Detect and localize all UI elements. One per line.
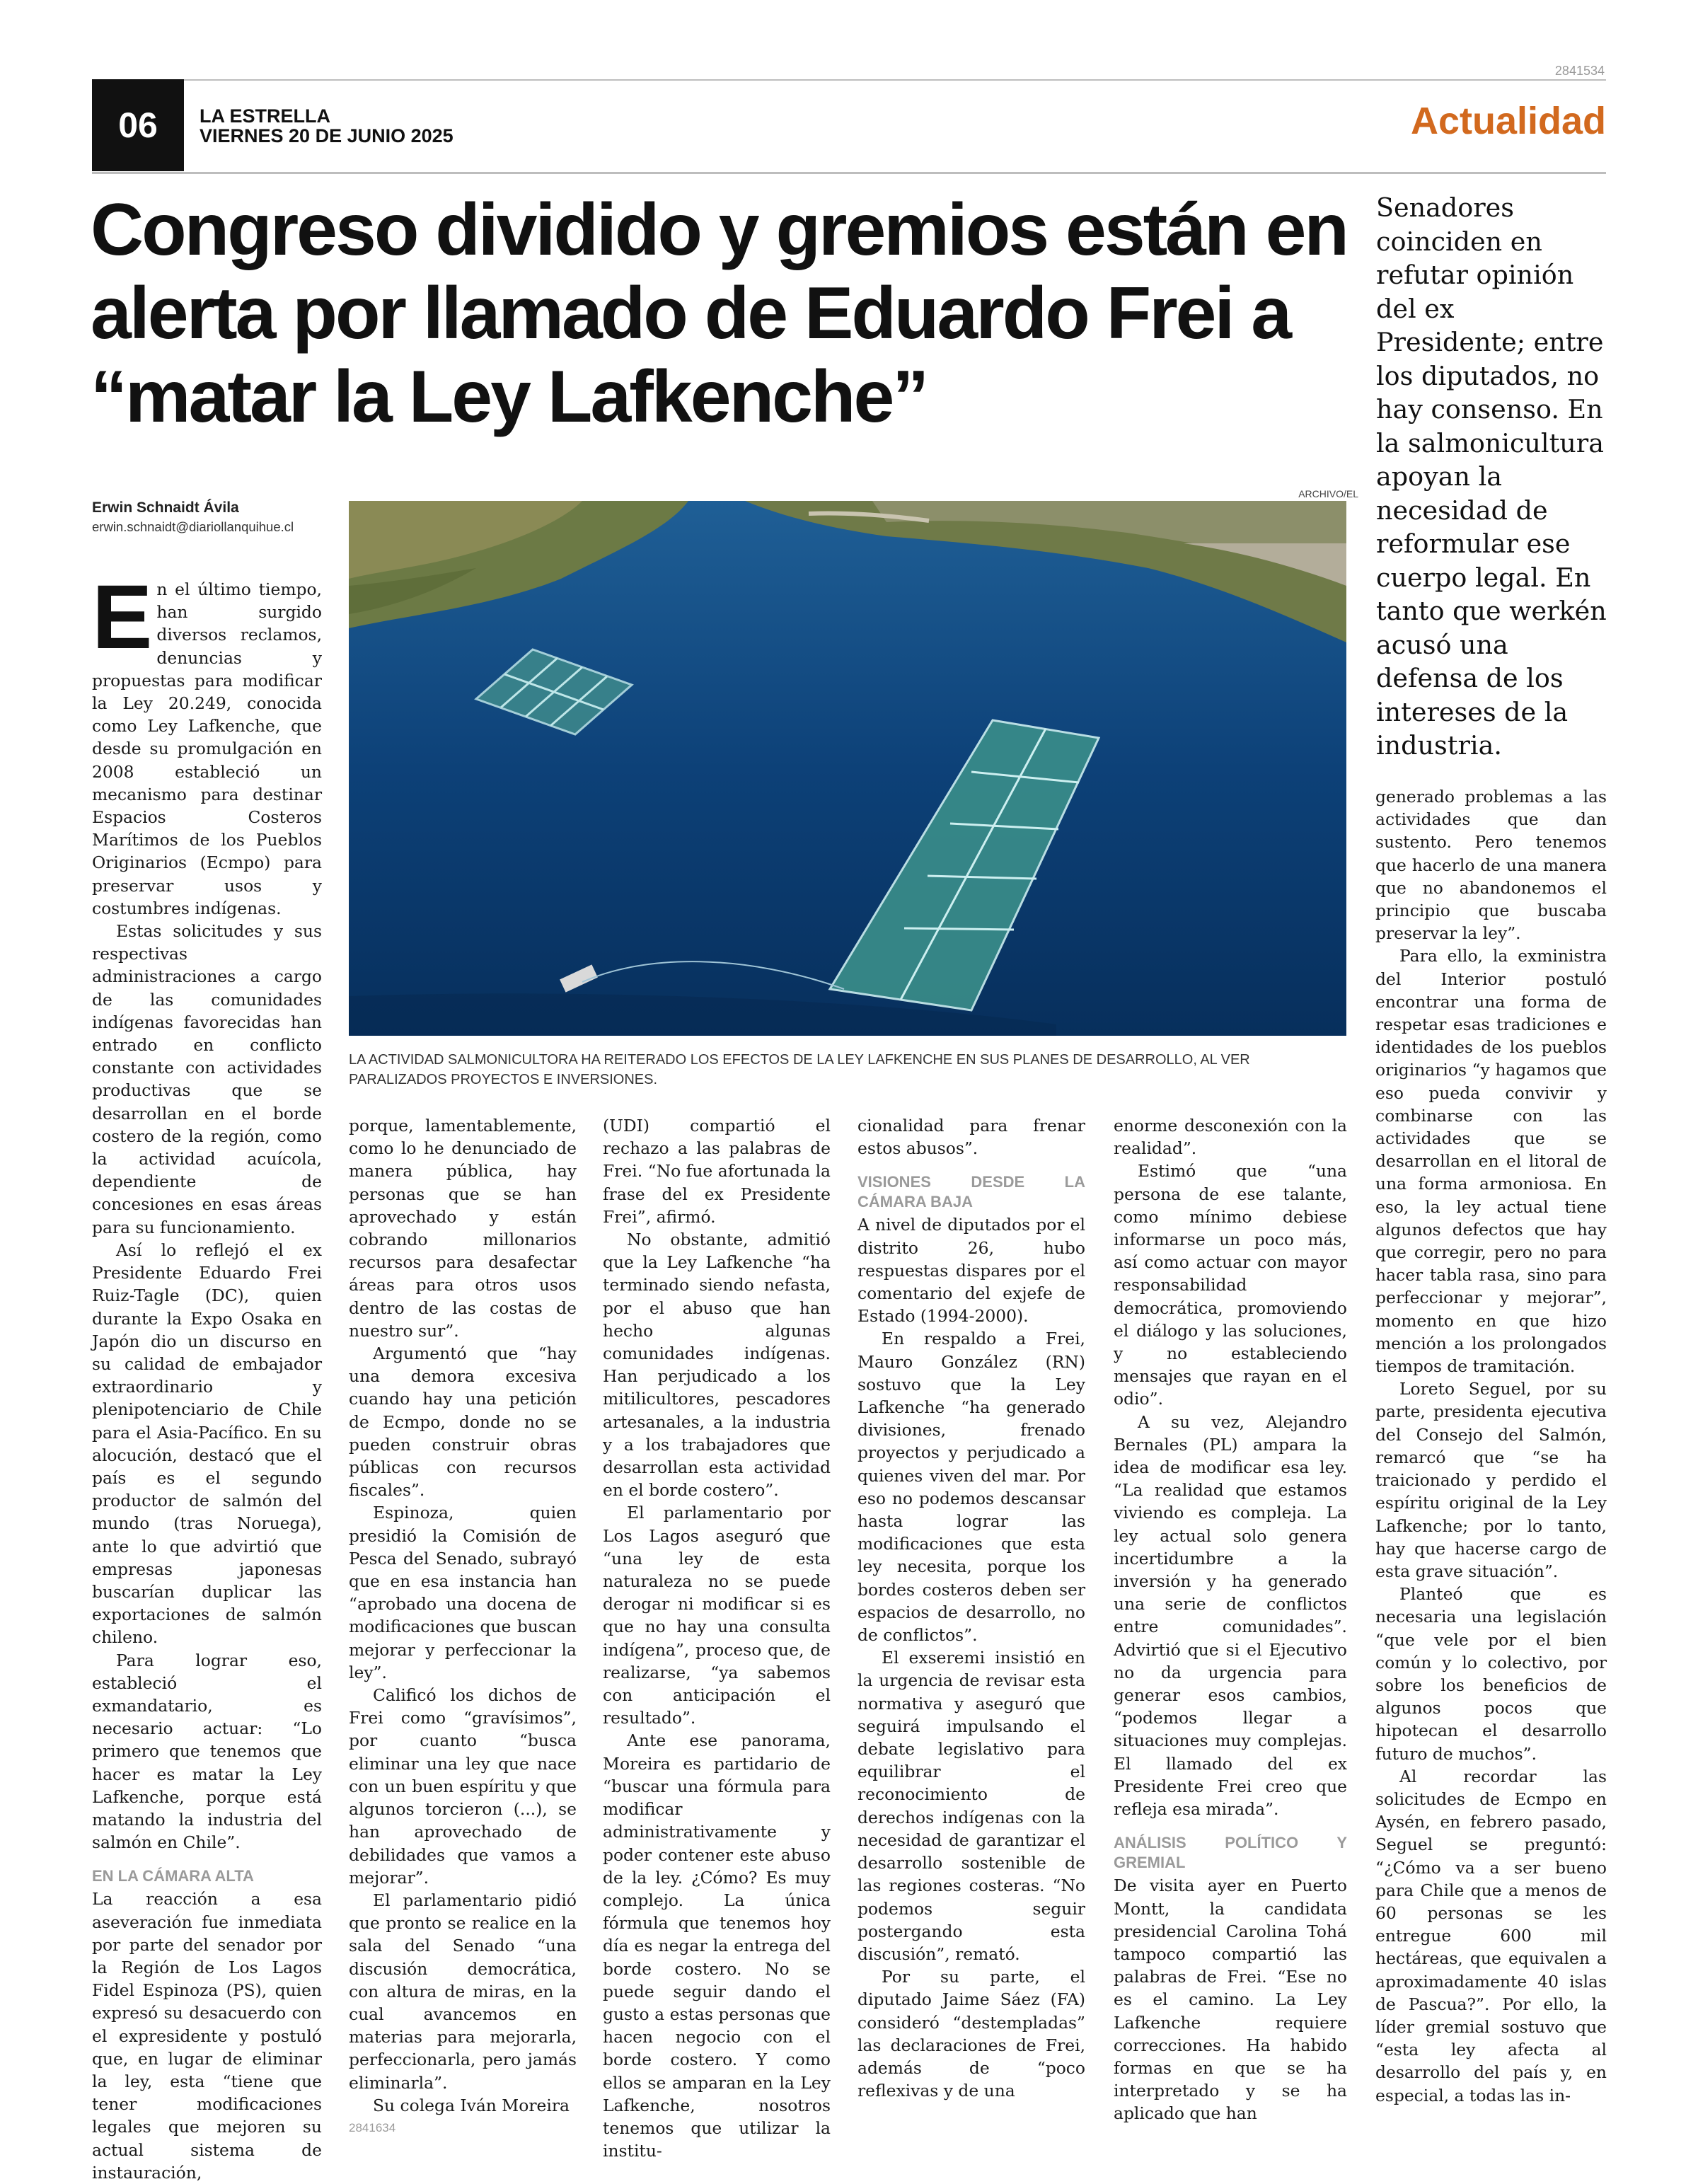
byline — [92, 499, 325, 535]
body-paragraph: Para lograr eso, estableció el exmandatario, es necesario actuar: “Lo primero que tenemos que hacer es matar la Ley Lafkenche, porque está matando la industria del salmón en Chile”. — [92, 1650, 322, 1853]
aerial-bay-illustration — [349, 501, 1346, 1036]
document-id: 2841534 — [1554, 64, 1605, 78]
article-column-1 — [92, 567, 322, 2184]
article-column-3 — [603, 1114, 831, 2162]
body-paragraph: La reacción a esa aseveración fue inmediata por parte del senador por la Región de Los Lagos Fidel Espinoza (PS), quien expresó su desacuerdo con el expresidente y postuló que, en lugar de eliminar la ley, esta “tiene que tener modificaciones legales que mejoren su actual sistema de instauración, — [92, 1889, 322, 2183]
body-paragraph: Calificó los dichos de Frei como “gravísimos”, por cuanto “busca eliminar una ley que nace con un buen espíritu y que algunos torcieron (...), se han aprovechado de debilidades que vamos a mejorar”. — [349, 1685, 577, 1888]
lead-paragraph: En el último tiempo, han surgido diversos reclamos, denuncias y propuestas para modificar la Ley 20.249, conocida como Ley Lafkenche, que desde su promulgación en 2008 estableció un mecanismo para destinar Espacios Costeros Marítimos de los Pueblos Originarios (Ecmpo) para preservar usos y costumbres indígenas. — [92, 567, 322, 918]
body-paragraph: (UDI) compartió el rechazo a las palabras de Frei. “No fue afortunada la frase del ex Presidente Frei”, afirmó. — [603, 1116, 831, 1227]
body-paragraph: Loreto Seguel, por su parte, presidenta ejecutiva del Consejo del Salmón, remarcó que “se ha traicionado y perdido el espíritu original de la Ley Lafkenche; por lo tanto, hay que hacerse cargo de esta grave situación”. — [1375, 1379, 1607, 1581]
article-column-2 — [349, 1114, 577, 2139]
body-paragraph: Estas solicitudes y sus respectivas administraciones a cargo de las comunidades indígenas favorecidas han entrado en conflicto constante con actividades productivas que se desarrollan en el borde costero de la región, como la actividad acuícola, dependiente de concesiones en esas áreas para su funcionamiento. — [92, 921, 322, 1237]
newspaper-name: LA ESTRELLA — [200, 105, 330, 127]
author-email: erwin.schnaidt@diariollanquihue.cl — [92, 519, 294, 534]
body-paragraph: Al recordar las solicitudes de Ecmpo en Aysén, en febrero pasado, Seguel se preguntó: “¿Cómo va a ser bueno para Chile que a menos de 60 personas se les entregue 600 mil hectáreas, que equivalen a aproximadamente 40 islas de Pascua?”. Por ello, la líder gremial sostuvo que “esta ley afecta al desarrollo del país y, en especial, a todas las in- — [1375, 1766, 1607, 2105]
salmon-farm-photo — [349, 501, 1346, 1036]
issue-date: VIERNES 20 DE JUNIO 2025 — [200, 125, 454, 146]
body-paragraph: A su vez, Alejandro Bernales (PL) ampara la idea de modificar esa ley. “La realidad que estamos viviendo es compleja. La ley actual solo genera incertidumbre a la inversión y ha generado una serie de conflictos entre comunidades”. Advirtió que si el Ejecutivo no da urgencia para generar esos cambios, “podemos llegar a situaciones muy complejas. El llamado del ex Presidente Frei creo que refleja esa mirada”. — [1114, 1411, 1347, 1820]
body-paragraph: De visita ayer en Puerto Montt, la candidata presidencial Carolina Tohá tampoco compartió las palabras de Frei. “Ese no es el camino. La Ley Lafkenche requiere correcciones. Ha habido formas en que se ha interpretado y se ha aplicado que han — [1114, 1876, 1347, 2124]
headline: Congreso dividido y gremios están en alerta por llamado de Eduardo Frei a “matar la Ley Lafkenche” — [91, 189, 1347, 438]
article-column-6 — [1375, 785, 1607, 2107]
photo-credit: ARCHIVO/EL — [1298, 488, 1358, 499]
watermark: 2841634 — [349, 2120, 396, 2134]
body-paragraph: Para ello, la exministra del Interior postuló encontrar una forma de respetar esas tradiciones e identidades de los pueblos originarios “y hagamos que eso pueda convivir y combinarse con las actividades que se desarrollan en el litoral de una forma armoniosa. En eso, la ley actual tiene algunos defectos que hay que corregir, pero no para hacer tabla rasa, sino para perfeccionar y mejorar”, momento en que hizo mención a los prolongados tiempos de tramitación. — [1375, 946, 1607, 1377]
body-paragraph: Planteó que es necesaria una legislación “que vele por el bien común y lo colectivo, por sobre los beneficios de algunos pocos que hipotecan el desarrollo futuro de muchos”. — [1375, 1584, 1607, 1764]
body-paragraph: No obstante, admitió que la Ley Lafkenche “ha terminado siendo nefasta, por el abuso que han hecho algunas comunidades indígenas. Han perjudicado a los mitilicultores, pescadores artesanales, a la industria y a los trabajadores que desarrollan esta actividad en el borde costero”. — [603, 1230, 831, 1501]
page-number: 06 — [92, 79, 184, 171]
masthead — [200, 106, 454, 146]
article-column-5 — [1114, 1114, 1347, 2125]
subheading: ANÁLISIS POLÍTICO Y GREMIAL — [1114, 1834, 1347, 1872]
photo-caption: LA ACTIVIDAD SALMONICULTORA HA REITERADO LOS EFECTOS DE LA LEY LAFKENCHE EN SUS PLANES DE DESARROLLO, AL VER PARALIZADOS PROYECTOS E INVERSIONES. — [349, 1052, 1250, 1087]
drop-cap: E — [92, 567, 153, 668]
body-paragraph: cionalidad para frenar estos abusos”. — [857, 1116, 1085, 1159]
body-paragraph: Así lo reflejó el ex Presidente Eduardo Frei Ruiz-Tagle (DC), quien durante la Expo Osaka en Japón dio un discurso en su calidad de embajador extraordinario y plenipotenciario de Chile para el Asia-Pacífico. En su alocución, destacó que el país es el segundo productor de salmón del mundo (tras Noruega), ante lo que advirtió que empresas japonesas buscarían duplicar las exportaciones de salmón chileno. — [92, 1240, 322, 1648]
body-paragraph: enorme desconexión con la realidad”. — [1114, 1116, 1347, 1159]
deck: Senadores coinciden en refutar opinión del ex Presidente; entre los diputados, no hay consenso. En la salmonicultura apoyan la necesidad de reformular ese cuerpo legal. En tanto que werkén acusó una defensa de los intereses de la industria. — [1376, 192, 1607, 761]
body-paragraph: El parlamentario por Los Lagos aseguró que “una ley de esta naturaleza no se puede derogar ni modificar si es que no hay una consulta indígena”, proceso que, de realizarse, “ya sabemos con anticipación el resultado”. — [603, 1503, 831, 1728]
body-paragraph: Argumentó que “hay una demora excesiva cuando hay una petición de Ecmpo, donde no se pueden construir obras públicas con recursos fiscales”. — [349, 1344, 577, 1501]
header-divider — [92, 172, 1606, 174]
subheading: VISIONES DESDE LA CÁMARA BAJA — [857, 1173, 1085, 1211]
subheading: EN LA CÁMARA ALTA — [92, 1867, 254, 1885]
body-paragraph: Estimó que “una persona de ese talante, como mínimo debiese informarse un poco más, así como actuar con mayor responsabilidad democrática, promoviendo el diálogo y las soluciones, y no estableciendo mensajes que rayan en el odio”. — [1114, 1161, 1347, 1409]
body-paragraph: porque, lamentablemente, como lo he denunciado de manera pública, hay personas que se han aprovechado y están cobrando millonarios recursos para desafectar áreas para otros usos dentro de las costas de nuestro sur”. — [349, 1116, 577, 1341]
body-paragraph: Espinoza, quien presidió la Comisión de Pesca del Senado, subrayó que en esa instancia han “aprobado una docena de modificaciones que buscan mejorar y perfeccionar la ley”. — [349, 1503, 577, 1682]
body-paragraph: generado problemas a las actividades que dan sustento. Pero tenemos que hacerlo de una manera que no abandonemos el principio que buscaba preservar la ley”. — [1375, 787, 1607, 944]
body-paragraph: Su colega Iván Moreira — [373, 2095, 570, 2115]
author-name: Erwin Schnaidt Ávila — [92, 499, 239, 516]
body-paragraph: El parlamentario pidió que pronto se realice en la sala del Senado “una discusión democrática, con altura de miras, en la cual avancemos en materias para mejorarla, perfeccionarla, pero jamás eliminarla”. — [349, 1890, 577, 2093]
body-paragraph: Por su parte, el diputado Jaime Sáez (FA) consideró “destempladas” las declaraciones de Frei, además de “poco reflexivas y de una — [857, 1967, 1085, 2101]
body-paragraph: En respaldo a Frei, Mauro González (RN) sostuvo que la Ley Lafkenche “ha generado divisiones, frenado proyectos y perjudicado a quienes viven del mar. Por eso no podemos descansar hasta lograr las modificaciones que esta ley necesita, porque los bordes costeros deben ser espacios de desarrollo, no de conflictos”. — [857, 1329, 1085, 1646]
article-column-4 — [857, 1114, 1085, 2102]
section-label: Actualidad — [1410, 100, 1606, 142]
header-rule — [92, 79, 1606, 81]
body-paragraph: A nivel de diputados por el distrito 26, hubo respuestas dispares por el comentario del exjefe de Estado (1994-2000). — [857, 1215, 1085, 1327]
body-paragraph: Ante ese panorama, Moreira es partidario de “buscar una fórmula para modificar administrativamente y poder contener este abuso de la ley. ¿Cómo? Es muy complejo. La única fórmula que tenemos hoy día es negar la entrega del borde costero. No se puede seguir dando el gusto a estas personas que hacen negocio con el borde costero. Y como ellos se amparan en la Ley Lafkenche, nosotros tenemos que utilizar la institu- — [603, 1731, 831, 2161]
body-paragraph: El exseremi insistió en la urgencia de revisar esta normativa y aseguró que seguirá impulsando el debate legislativo para equilibrar el reconocimiento de derechos indígenas con la necesidad de garantizar el desarrollo sostenible de las regiones costeras. “No podemos seguir postergando esta discusión”, remató. — [857, 1648, 1085, 1964]
